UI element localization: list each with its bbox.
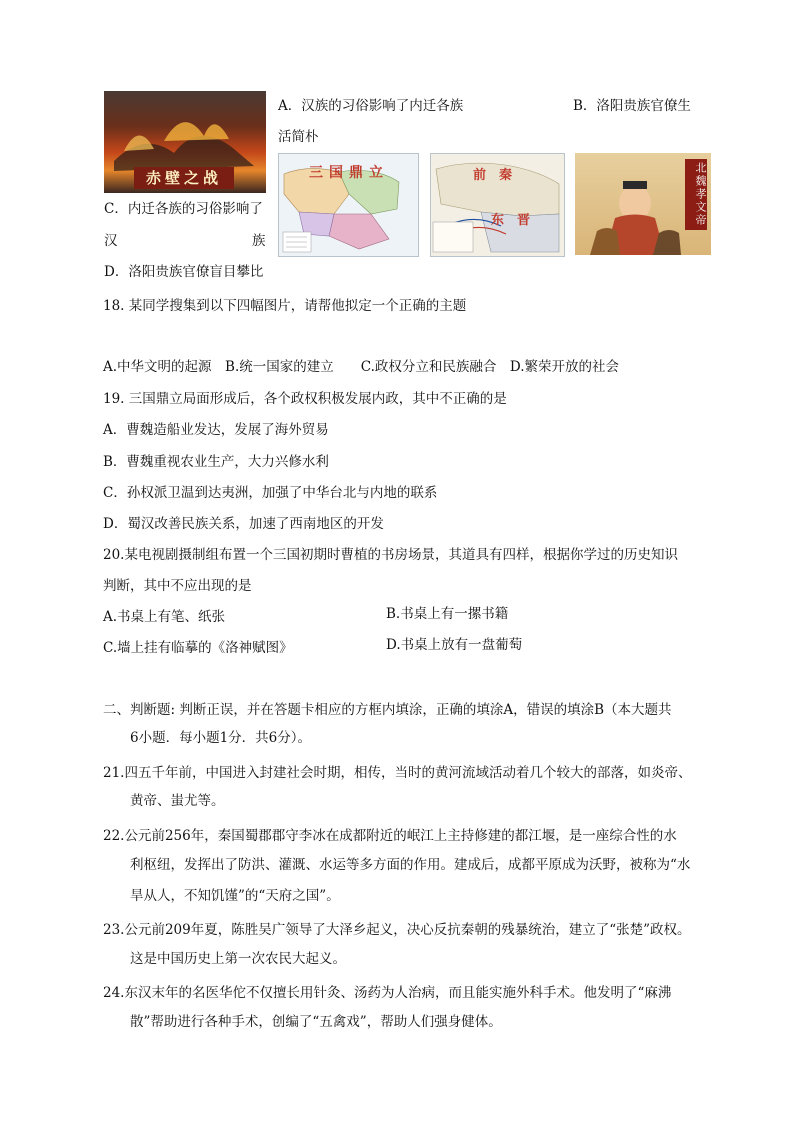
q21-line2: 黄帝、蚩尤等。	[130, 793, 225, 809]
q19-option-c: C．孙权派卫温到达夷洲，加强了中华台北与内地的联系	[103, 485, 438, 501]
emperor-xiaowen-title: 北魏孝文帝	[685, 159, 707, 230]
q20-stem-line1: 20.某电视剧摄制组布置一个三国初期时曹植的书房场景，其道具有四样，根据你学过的历史知识	[103, 547, 678, 563]
section2-heading-line2: 6小题．每小题1分．共6分）。	[130, 730, 312, 746]
q19-option-a: A．曹魏造船业发达，发展了海外贸易	[103, 422, 329, 438]
q22-line1: 22.公元前256年，秦国蜀郡郡守李冰在成都附近的岷江上主持修建的都江堰，是一座综合性的水	[103, 828, 677, 844]
jin-map-label: 东 晋	[491, 213, 531, 228]
q23-line1: 23.公元前209年夏，陈胜吴广领导了大泽乡起义，决心反抗秦朝的残暴统治，建立了“张楚”政权。	[103, 922, 691, 938]
q19-option-d: D．蜀汉改善民族关系，加速了西南地区的开发	[103, 516, 384, 532]
q21-line1: 21.四五千年前，中国进入封建社会时期，相传，当时的黄河流域活动着几个较大的部落，如炎帝、	[103, 765, 692, 781]
q19-stem: 19. 三国鼎立局面形成后，各个政权积极发展内政，其中不正确的是	[103, 391, 507, 407]
q17-option-a: A．汉族的习俗影响了内迁各族	[278, 98, 464, 114]
q20-option-a: A.书桌上有笔、纸张	[103, 609, 226, 625]
q20-stem-line2: 判断，其中不应出现的是	[103, 578, 252, 594]
q17-option-c-line2b: 族	[252, 233, 266, 249]
qin-map-label: 前 秦	[473, 168, 513, 183]
q20-option-c: C.墙上挂有临摹的《洛神赋图》	[103, 640, 293, 656]
three-kingdoms-map-title: 三国鼎立	[309, 165, 389, 181]
q22-line3: 旱从人，不知饥馑”的“天府之国”。	[130, 888, 340, 904]
q17-option-c-line1: C．内迁各族的习俗影响了	[104, 201, 263, 217]
qin-jin-map	[430, 153, 565, 257]
chibi-battle-image	[104, 91, 266, 193]
q18-stem: 18. 某同学搜集到以下四幅图片，请帮他拟定一个正确的主题	[103, 298, 467, 314]
section2-heading-line1: 二、判断题: 判断正误，并在答题卡相应的方框内填涂，正确的填涂A，错误的填涂B（本大题共	[103, 702, 672, 718]
three-kingdoms-map	[278, 153, 419, 257]
q17-option-b-line1: B．洛阳贵族官僚生	[573, 98, 691, 114]
q17-option-d: D．洛阳贵族官僚盲目攀比	[104, 264, 264, 280]
q17-option-c-line2a: 汉	[104, 233, 118, 249]
q20-option-d: D.书桌上放有一盘葡萄	[386, 637, 523, 653]
emperor-xiaowen-cover	[575, 153, 711, 255]
chibi-caption: 赤壁之战	[145, 169, 222, 187]
q24-line1: 24.东汉末年的名医华佗不仅擅长用针灸、汤药为人治病，而且能实施外科手术。他发明了“麻沸	[103, 985, 672, 1001]
q20-option-b: B.书桌上有一摞书籍	[386, 606, 509, 622]
q24-line2: 散”帮助进行各种手术，创编了“五禽戏”，帮助人们强身健体。	[130, 1014, 502, 1030]
q23-line2: 这是中国历史上第一次农民大起义。	[130, 951, 346, 967]
q22-line2: 利枢纽，发挥出了防洪、灌溉、水运等多方面的作用。建成后，成都平原成为沃野，被称为“水	[130, 857, 691, 873]
q17-option-b-line2: 活简朴	[278, 129, 319, 145]
q19-option-b: B．曹魏重视农业生产，大力兴修水利	[103, 454, 329, 470]
q18-options: A.中华文明的起源 B.统一国家的建立 C.政权分立和民族融合 D.繁荣开放的社会	[103, 359, 620, 375]
